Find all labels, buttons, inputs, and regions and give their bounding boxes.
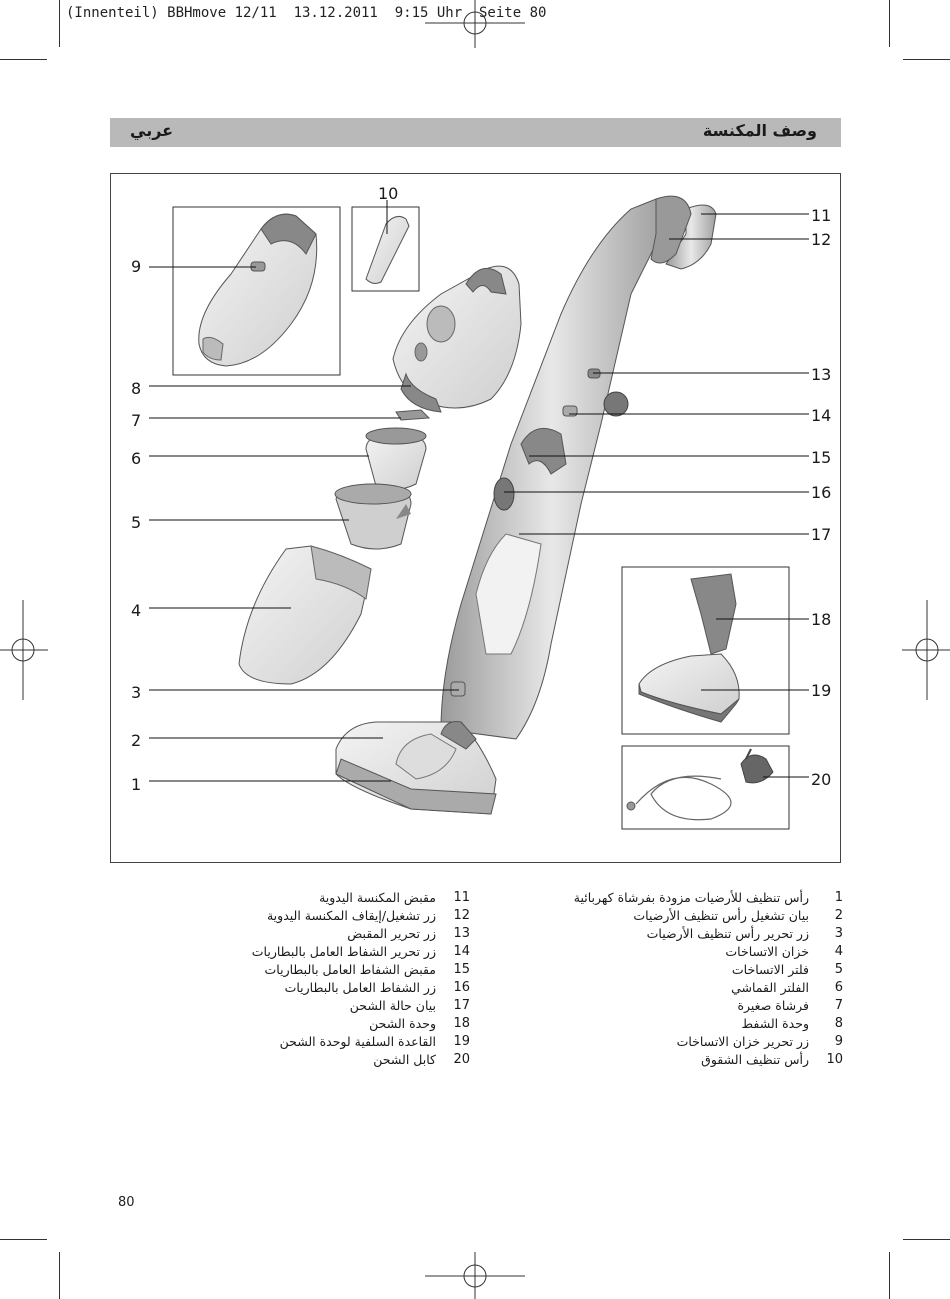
crop-mark-bottom-left-h	[0, 1239, 47, 1240]
legend-item: 16 زر الشفاط العامل بالبطاريات	[284, 979, 470, 995]
legend-column-right	[560, 888, 843, 1068]
language-label: عربي	[130, 121, 174, 140]
legend-item: 1 رأس تنظيف للأرضيات مزودة بفرشاة كهربائية	[573, 889, 843, 905]
registration-mark-bottom	[425, 1252, 525, 1299]
callout-3: 3	[131, 683, 142, 702]
legend-column-left	[240, 888, 470, 1068]
legend-item: 20 كابل الشحن	[373, 1051, 470, 1067]
print-header: (Innenteil) BBHmove 12/11 13.12.2011 9:15 Uhr Seite 80	[66, 5, 547, 21]
section-title-bar	[110, 118, 841, 147]
callout-19: 19	[811, 681, 832, 700]
legend-item: 4 خزان الاتساخات	[725, 943, 843, 959]
vacuum-illustration	[111, 174, 842, 864]
legend-item: 6 الفلتر القماشي	[731, 979, 843, 995]
callout-20: 20	[811, 770, 832, 789]
crop-mark-top-left-h	[0, 59, 47, 60]
legend-item: 3 زر تحرير رأس تنظيف الأرضيات	[646, 925, 843, 941]
legend-item: 10 رأس تنظيف الشقوق	[701, 1051, 843, 1067]
legend-item: 15 مقبض الشفاط العامل بالبطاريات	[264, 961, 470, 977]
crop-mark-top-right-h	[903, 59, 950, 60]
legend-item: 17 بيان حالة الشحن	[349, 997, 470, 1013]
vacuum-diagram	[110, 173, 841, 863]
callout-4: 4	[131, 601, 142, 620]
crop-mark-top-left-v	[59, 0, 60, 47]
callout-2: 2	[131, 731, 142, 750]
legend-item: 8 وحدة الشفط	[741, 1015, 843, 1031]
callout-13: 13	[811, 365, 832, 384]
legend-item: 18 وحدة الشحن	[369, 1015, 470, 1031]
callout-12: 12	[811, 230, 832, 249]
callout-6: 6	[131, 449, 142, 468]
callout-18: 18	[811, 610, 832, 629]
legend-item: 7 فرشاة صغيرة	[737, 997, 843, 1013]
crop-mark-bottom-left-v	[59, 1252, 60, 1299]
legend-item: 19 القاعدة السلفية لوحدة الشحن	[279, 1033, 470, 1049]
callout-16: 16	[811, 483, 832, 502]
callout-5: 5	[131, 513, 142, 532]
legend-item: 14 زر تحرير الشفاط العامل بالبطاريات	[251, 943, 470, 959]
callout-8: 8	[131, 379, 142, 398]
callout-11: 11	[811, 206, 832, 225]
section-title: وصف المكنسة	[702, 121, 817, 140]
crop-mark-bottom-right-h	[903, 1239, 950, 1240]
legend-item: 11 مقبض المكنسة اليدوية	[319, 889, 470, 905]
registration-mark-top	[425, 0, 525, 48]
callout-15: 15	[811, 448, 832, 467]
callout-10: 10	[378, 184, 399, 203]
callout-7: 7	[131, 411, 142, 430]
crop-mark-top-right-v	[889, 0, 890, 47]
legend-item: 2 بيان تشغيل رأس تنظيف الأرضيات	[633, 907, 843, 923]
legend-item: 13 زر تحرير المقبض	[347, 925, 470, 941]
legend-item: 12 زر تشغيل/إيقاف المكنسة اليدوية	[266, 907, 470, 923]
crop-mark-bottom-right-v	[889, 1252, 890, 1299]
registration-mark-left	[0, 600, 48, 700]
legend-item: 9 زر تحرير خزان الاتساخات	[676, 1033, 843, 1049]
page-number: 80	[118, 1195, 135, 1210]
callout-9: 9	[131, 257, 142, 276]
callout-14: 14	[811, 406, 832, 425]
registration-mark-right	[902, 600, 950, 700]
callout-17: 17	[811, 525, 832, 544]
legend-item: 5 فلتر الاتساخات	[731, 961, 843, 977]
callout-1: 1	[131, 775, 142, 794]
